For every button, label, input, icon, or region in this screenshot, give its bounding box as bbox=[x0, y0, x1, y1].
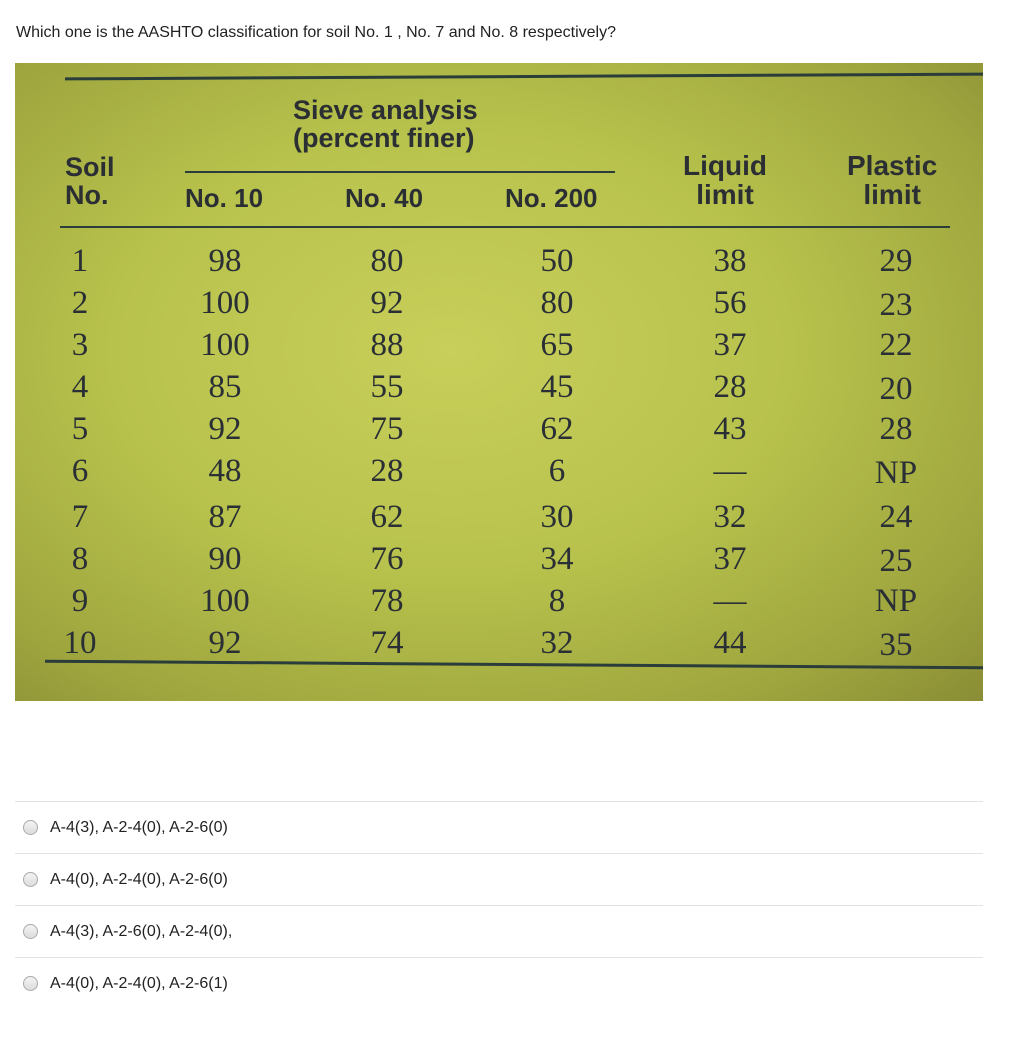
table-cell-soil: 7 bbox=[71, 499, 89, 535]
table-cell-no200: 30 bbox=[540, 499, 574, 535]
sieve-group-rule bbox=[185, 171, 615, 173]
table-cell-pl: 23 bbox=[879, 287, 913, 323]
table-cell-soil: 3 bbox=[71, 327, 89, 363]
table-cell-soil: 9 bbox=[71, 583, 89, 619]
option-label: A-4(0), A-2-4(0), A-2-6(0) bbox=[50, 870, 228, 888]
header-plastic-limit bbox=[847, 151, 937, 210]
table-cell-no40: 75 bbox=[370, 411, 404, 447]
top-rule bbox=[65, 73, 983, 81]
table-cell-no10: 92 bbox=[208, 411, 242, 447]
header-liquid-limit bbox=[683, 151, 767, 210]
table-cell-pl: 24 bbox=[879, 499, 913, 535]
table-cell-no10: 100 bbox=[200, 583, 250, 619]
table-cell-no200: 34 bbox=[540, 541, 574, 577]
table-cell-ll: 32 bbox=[713, 499, 747, 535]
question-text: Which one is the AASHTO classification for soil No. 1 , No. 7 and No. 8 respectively? bbox=[16, 24, 616, 41]
option-4[interactable] bbox=[15, 957, 983, 1009]
header-no40: No. 40 bbox=[345, 183, 424, 213]
radio-button[interactable] bbox=[23, 872, 38, 887]
answer-options bbox=[15, 801, 983, 1009]
table-cell-soil: 5 bbox=[71, 411, 89, 447]
soil-table-photo bbox=[15, 63, 983, 701]
table-cell-no10: 92 bbox=[208, 625, 242, 661]
header-sieve-line1: Sieve analysis bbox=[293, 95, 478, 125]
option-2[interactable] bbox=[15, 853, 983, 905]
radio-button[interactable] bbox=[23, 924, 38, 939]
table-cell-no200: 45 bbox=[540, 369, 574, 405]
table-cell-soil: 2 bbox=[71, 285, 89, 321]
table-cell-ll: 37 bbox=[713, 541, 747, 577]
header-liquid-line1: Liquid bbox=[683, 150, 767, 181]
header-no200: No. 200 bbox=[505, 183, 598, 213]
table-cell-ll: 38 bbox=[713, 243, 747, 279]
table-cell-no200: 62 bbox=[540, 411, 574, 447]
table-cell-pl: 35 bbox=[879, 627, 913, 663]
table-cell-no200: 80 bbox=[540, 285, 574, 321]
table-cell-no40: 76 bbox=[370, 541, 404, 577]
table-cell-no10: 87 bbox=[208, 499, 242, 535]
table-cell-no200: 65 bbox=[540, 327, 574, 363]
table-cell-ll: 56 bbox=[713, 285, 747, 321]
table-cell-pl: 22 bbox=[879, 327, 913, 363]
radio-button[interactable] bbox=[23, 820, 38, 835]
header-no10: No. 10 bbox=[185, 183, 264, 213]
table-cell-ll: — bbox=[713, 583, 747, 619]
table-cell-pl: 20 bbox=[879, 371, 913, 407]
table-cell-no200: 6 bbox=[548, 453, 566, 489]
table-cell-no10: 98 bbox=[208, 243, 242, 279]
table-cell-pl: NP bbox=[874, 583, 918, 619]
header-soil-line1: Soil bbox=[65, 152, 115, 182]
header-plastic-line1: Plastic bbox=[847, 150, 938, 181]
radio-button[interactable] bbox=[23, 976, 38, 991]
table-cell-no200: 32 bbox=[540, 625, 574, 661]
table-cell-ll: 28 bbox=[713, 369, 747, 405]
table-cell-no10: 100 bbox=[200, 285, 250, 321]
table-cell-no40: 62 bbox=[370, 499, 404, 535]
table-cell-no40: 74 bbox=[370, 625, 404, 661]
table-cell-ll: 37 bbox=[713, 327, 747, 363]
table-cell-soil: 1 bbox=[71, 243, 89, 279]
table-cell-soil: 6 bbox=[71, 453, 89, 489]
table-cell-soil: 8 bbox=[71, 541, 89, 577]
header-plastic-line2: limit bbox=[863, 179, 921, 211]
option-label: A-4(0), A-2-4(0), A-2-6(1) bbox=[50, 974, 228, 992]
table-cell-soil: 10 bbox=[63, 625, 97, 661]
table-cell-no40: 92 bbox=[370, 285, 404, 321]
table-cell-no40: 88 bbox=[370, 327, 404, 363]
table-cell-ll: — bbox=[713, 453, 747, 489]
header-soil-no bbox=[65, 153, 115, 210]
table-cell-no200: 50 bbox=[540, 243, 574, 279]
table-cell-no10: 48 bbox=[208, 453, 242, 489]
table-cell-soil: 4 bbox=[71, 369, 89, 405]
header-liquid-line2: limit bbox=[696, 179, 754, 211]
header-soil-line2: No. bbox=[65, 180, 109, 211]
table-cell-no40: 78 bbox=[370, 583, 404, 619]
option-label: A-4(3), A-2-6(0), A-2-4(0), bbox=[50, 922, 233, 940]
table-cell-no10: 100 bbox=[200, 327, 250, 363]
table-cell-no40: 28 bbox=[370, 453, 404, 489]
table-cell-no10: 85 bbox=[208, 369, 242, 405]
table-cell-pl: 25 bbox=[879, 543, 913, 579]
header-sieve-line2: (percent finer) bbox=[293, 123, 475, 154]
option-1[interactable] bbox=[15, 801, 983, 853]
table-cell-ll: 43 bbox=[713, 411, 747, 447]
table-cell-pl: 28 bbox=[879, 411, 913, 447]
table-cell-pl: NP bbox=[874, 455, 918, 491]
header-rule bbox=[60, 226, 950, 228]
table-cell-no200: 8 bbox=[548, 583, 566, 619]
table-cell-no40: 80 bbox=[370, 243, 404, 279]
table-cell-no40: 55 bbox=[370, 369, 404, 405]
option-label: A-4(3), A-2-4(0), A-2-6(0) bbox=[50, 818, 228, 836]
option-3[interactable] bbox=[15, 905, 983, 957]
header-sieve-analysis bbox=[293, 96, 478, 153]
table-cell-ll: 44 bbox=[713, 625, 747, 661]
table-cell-no10: 90 bbox=[208, 541, 242, 577]
table-cell-pl: 29 bbox=[879, 243, 913, 279]
